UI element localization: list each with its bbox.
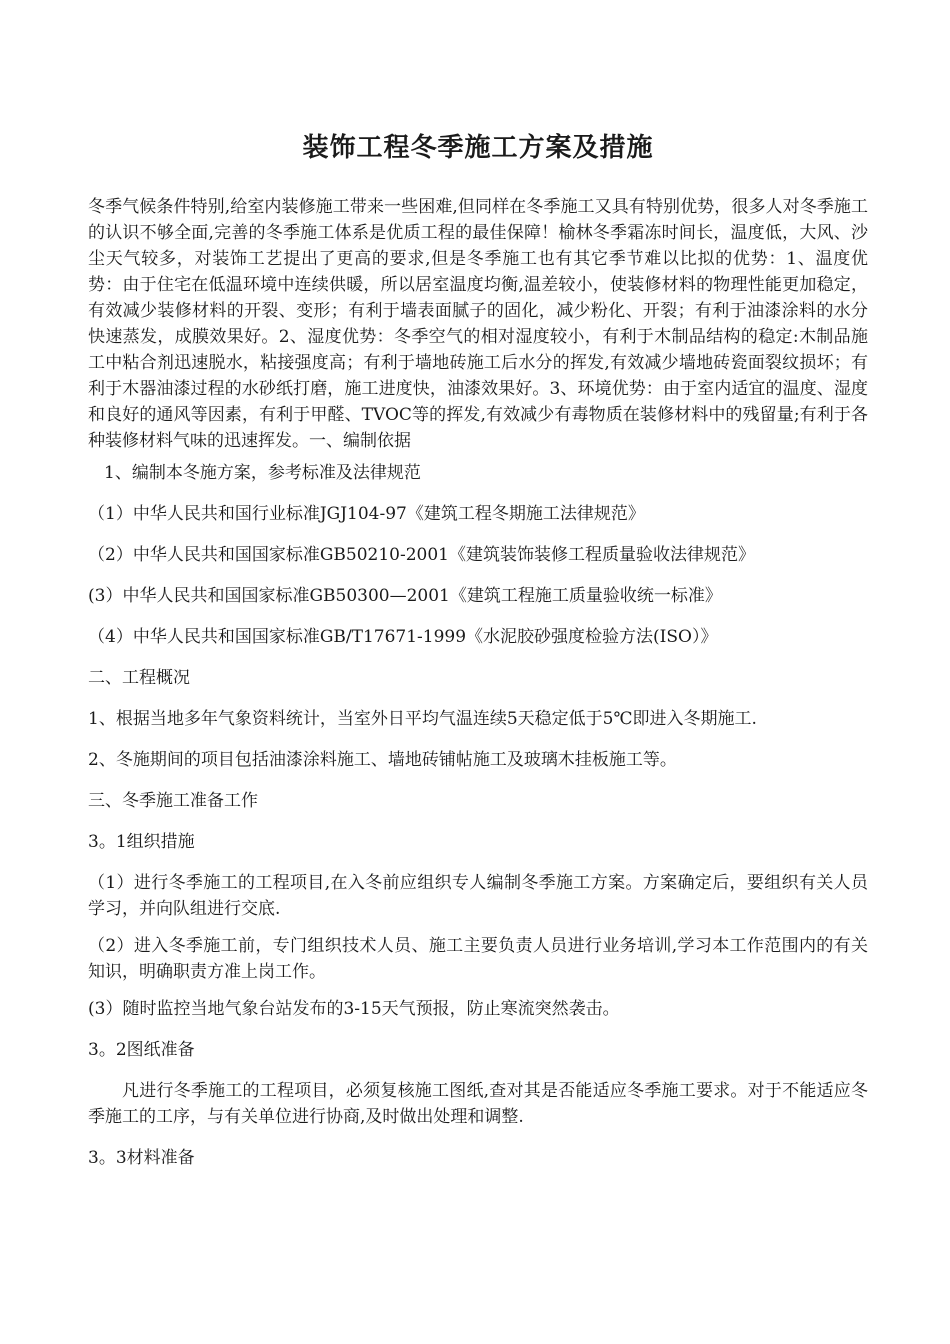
standard-item-1: （1）中华人民共和国行业标准JGJ104-97《建筑工程冬期施工法律规范》	[88, 504, 645, 524]
intro-paragraph: 冬季气候条件特别,给室内装修施工带来一些困难,但同样在冬季施工又具有特别优势，很多人对冬季施工的认识不够全面,完善的冬季施工体系是优质工程的最佳保障！榆林冬季霜冻时间长，温度低，大风、沙尘天气较多，对装饰工艺提出了更高的要求,但是冬季施工也有其它季节难以比拟的优势：1、温度优势：由于住宅在低温环境中连续供暖，所以居室温度均衡,温差较小，使装修材料的物理性能更加稳定，有效减少装修材料的开裂、变形；有利于墙表面腻子的固化，减少粉化、开裂；有利于油漆涂料的水分快速蒸发，成膜效果好。2、湿度优势：冬季空气的相对湿度较小，有利于木制品结构的稳定:木制品施工中粘合剂迅速脱水，粘接强度高；有利于墙地砖施工后水分的挥发,有效减少墙地砖瓷面裂纹损坏；有利于木器油漆过程的水砂纸打磨，施工进度快，油漆效果好。3、环境优势：由于室内适宜的温度、湿度和良好的通风等因素，有利于甲醛、TVOC等的挥发,有效减少有毒物质在装修材料中的残留量;有利于各种装修材料气味的迅速挥发。一、编制依据	[88, 197, 868, 451]
subsection-3-1-heading: 3。1组织措施	[88, 832, 195, 852]
subsection-3-1-item-2: （2）进入冬季施工前，专门组织技术人员、施工主要负责人员进行业务培训,学习本工作范围内的有关知识，明确职责方准上岗工作。	[88, 936, 868, 982]
subsection-3-2-heading: 3。2图纸准备	[88, 1040, 195, 1060]
section-2-item-1: 1、根据当地多年气象资料统计，当室外日平均气温连续5天稳定低于5℃即进入冬期施工.	[88, 709, 757, 729]
standard-item-2: （2）中华人民共和国国家标准GB50210-2001《建筑装饰装修工程质量验收法律规范》	[88, 545, 755, 565]
subsection-3-2-text: 凡进行冬季施工的工程项目，必须复核施工图纸,查对其是否能适应冬季施工要求。对于不能适应冬季施工的工序，与有关单位进行协商,及时做出处理和调整.	[88, 1081, 868, 1127]
standard-item-4: （4）中华人民共和国国家标准GB/T17671-1999《水泥胶砂强度检验方法(ISO）》	[88, 627, 718, 647]
subsection-3-3-heading: 3。3材料准备	[88, 1148, 195, 1168]
basis-heading: 1、编制本冬施方案，参考标准及法律规范	[104, 463, 421, 483]
section-3-heading: 三、冬季施工准备工作	[88, 791, 258, 811]
section-2-heading: 二、工程概况	[88, 668, 190, 688]
document-page	[88, 128, 868, 1186]
subsection-3-1-item-3: (3）随时监控当地气象台站发布的3-15天气预报，防止寒流突然袭击。	[88, 999, 620, 1019]
standard-item-3: (3）中华人民共和国国家标准GB50300—2001《建筑工程施工质量验收统一标准》	[88, 586, 722, 606]
section-2-item-2: 2、冬施期间的项目包括油漆涂料施工、墙地砖铺帖施工及玻璃木挂板施工等。	[88, 750, 677, 770]
subsection-3-1-item-1: （1）进行冬季施工的工程项目,在入冬前应组织专人编制冬季施工方案。方案确定后，要组织有关人员学习，并向队组进行交底.	[88, 873, 868, 919]
document-title: 装饰工程冬季施工方案及措施	[302, 133, 654, 163]
